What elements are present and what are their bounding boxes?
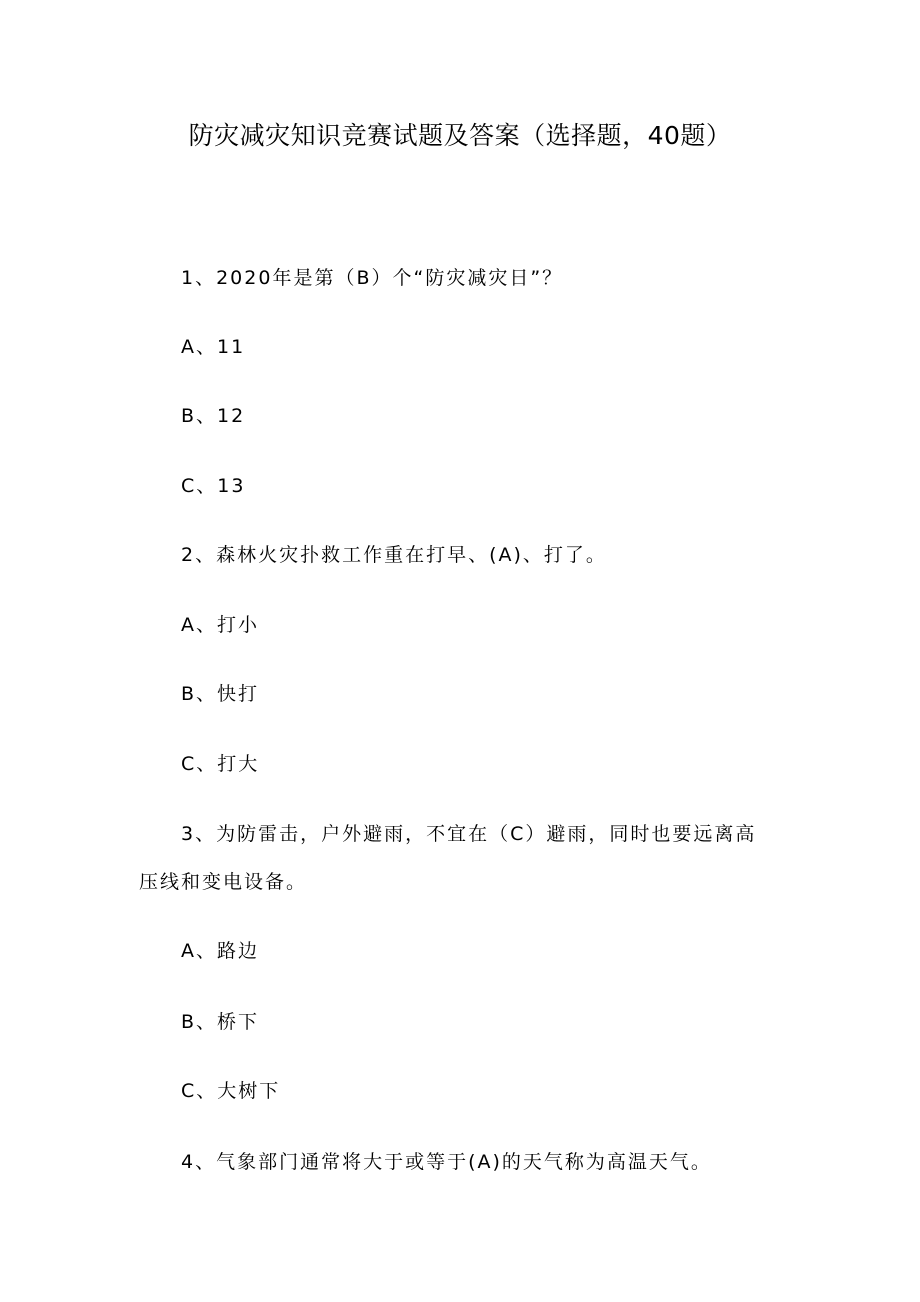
question-3-option-c: C、大树下 [181,1080,281,1102]
question-2-option-a: A、打小 [181,614,259,636]
question-3-text-line-2: 压线和变电设备。 [139,871,308,893]
question-2-text: 2、森林火灾扑救工作重在打早、(A)、打了。 [181,544,607,566]
question-3-text-line-1: 3、为防雷击，户外避雨，不宜在（C）避雨，同时也要远离高 [181,823,757,845]
question-1-option-c: C、13 [181,475,246,497]
question-4-text: 4、气象部门通常将大于或等于(A)的天气称为高温天气。 [181,1151,712,1173]
question-2-option-b: B、快打 [181,683,260,705]
question-1-text: 1、2020年是第（B）个“防灾减灾日”？ [181,267,564,289]
page-title: 防灾减灾知识竞赛试题及答案（选择题，40题） [188,121,732,150]
question-2-option-c: C、打大 [181,753,260,775]
question-3-option-a: A、路边 [181,940,259,962]
question-1-option-b: B、12 [181,405,246,427]
question-1-option-a: A、11 [181,336,246,358]
question-3-option-b: B、桥下 [181,1011,260,1033]
